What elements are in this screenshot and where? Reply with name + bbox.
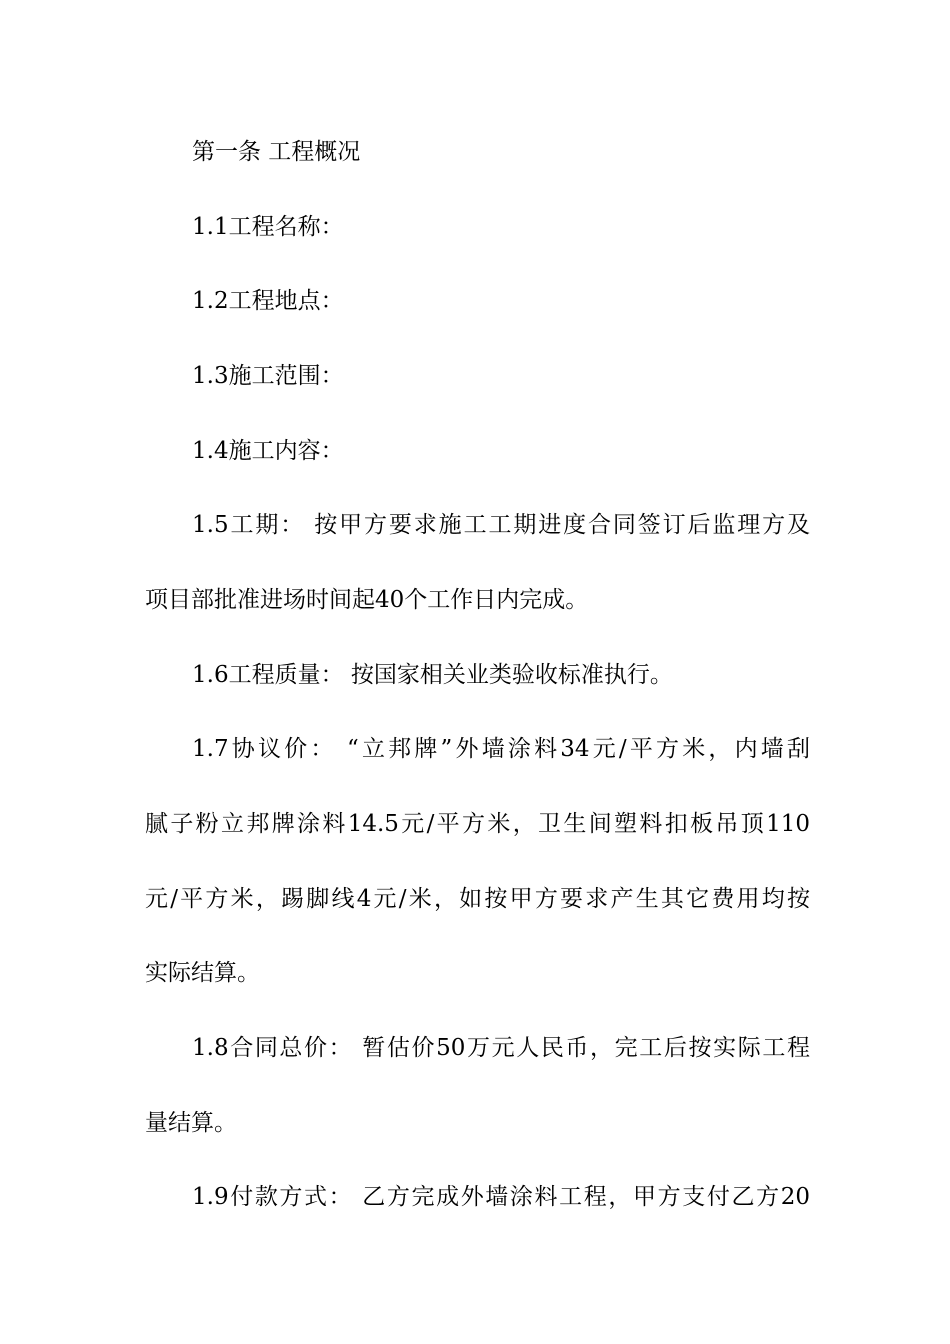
item-1-5-duration-line-2: 项目部批准进场时间起40个工作日内完成。 xyxy=(145,587,589,613)
section-heading: 第一条 工程概况 xyxy=(192,139,361,165)
item-1-7-price-line-3: 元/平方米，踢脚线4元/米，如按甲方要求产生其它费用均按 xyxy=(145,886,810,912)
item-1-5-duration-line-1: 1.5工期： 按甲方要求施工工期进度合同签订后监理方及 xyxy=(192,512,810,538)
item-1-4-construction-content: 1.4施工内容： xyxy=(192,438,344,464)
item-1-6-quality: 1.6工程质量： 按国家相关业类验收标准执行。 xyxy=(192,662,673,688)
item-1-7-price-line-1: 1.7协议价： “立邦牌”外墙涂料34元/平方米，内墙刮 xyxy=(192,736,810,762)
item-1-3-construction-scope: 1.3施工范围： xyxy=(192,363,344,389)
item-1-7-price-line-2: 腻子粉立邦牌涂料14.5元/平方米，卫生间塑料扣板吊顶110 xyxy=(145,811,810,837)
item-1-1-project-name: 1.1工程名称： xyxy=(192,214,344,240)
item-1-8-total-price-line-1: 1.8合同总价： 暂估价50万元人民币，完工后按实际工程 xyxy=(192,1035,810,1061)
item-1-9-payment-line-1: 1.9付款方式： 乙方完成外墙涂料工程，甲方支付乙方20 xyxy=(192,1184,810,1210)
item-1-2-project-location: 1.2工程地点： xyxy=(192,288,344,314)
item-1-7-price-line-4: 实际结算。 xyxy=(145,960,260,986)
item-1-8-total-price-line-2: 量结算。 xyxy=(145,1110,237,1136)
